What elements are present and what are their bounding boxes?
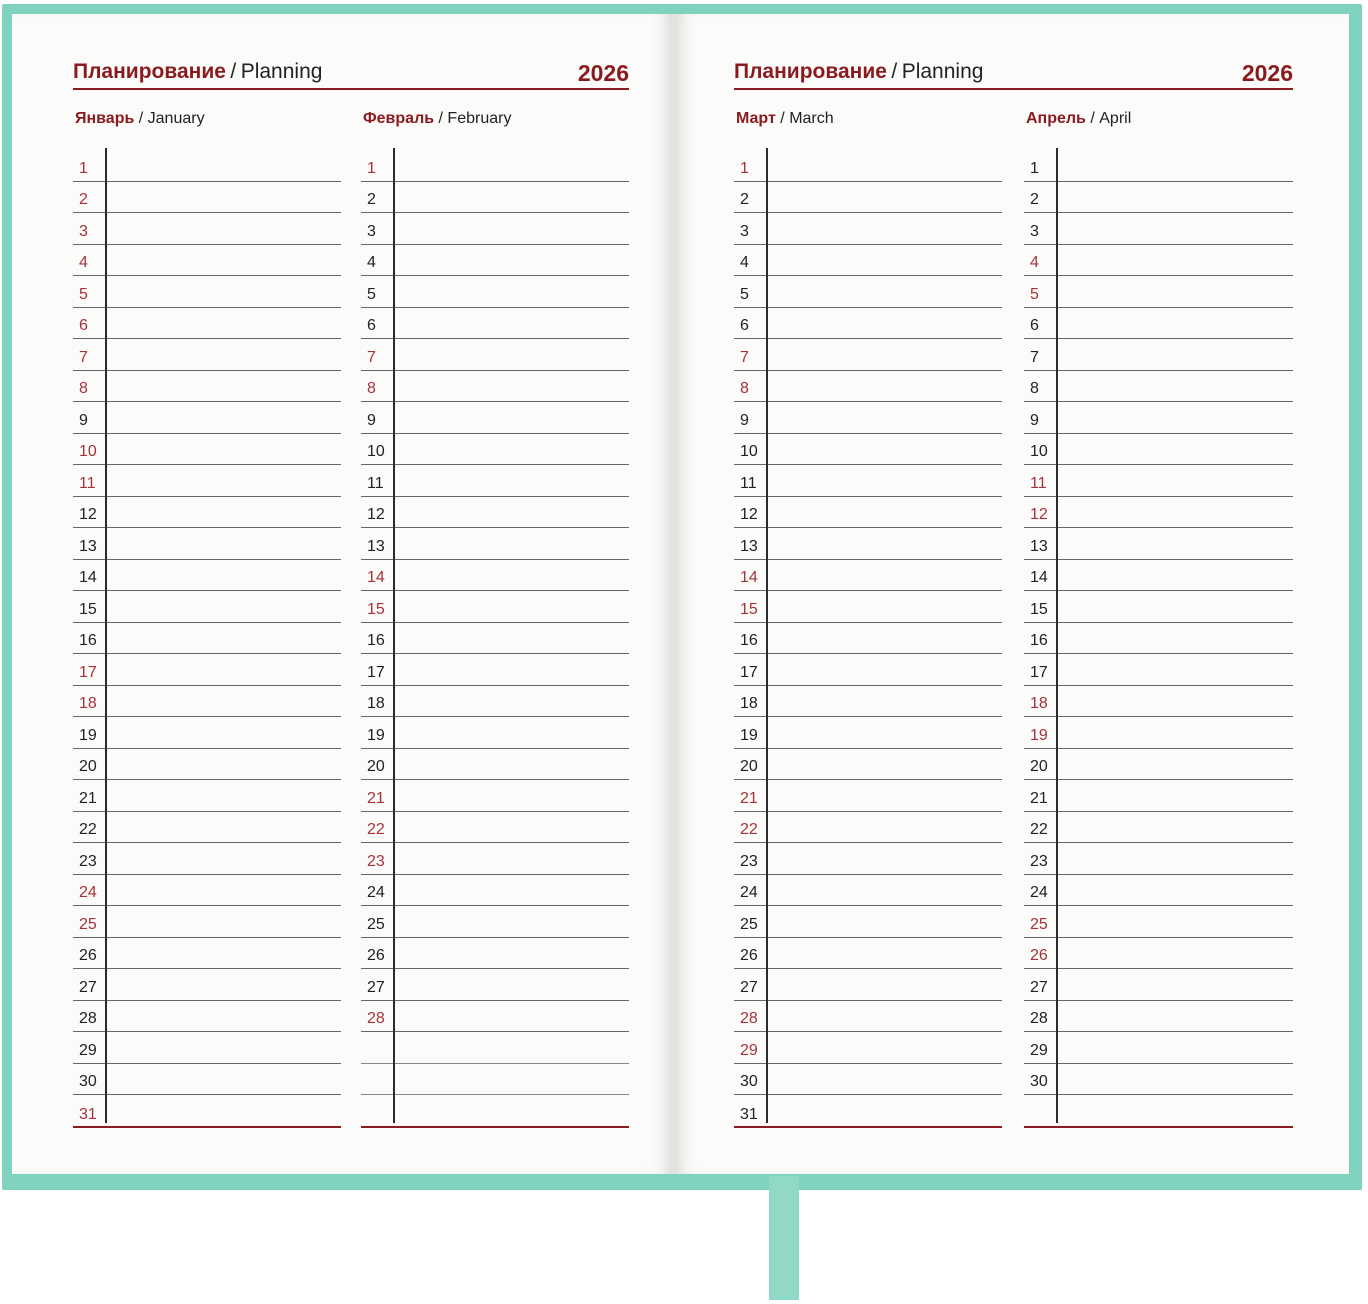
day-row bbox=[361, 150, 629, 182]
day-number: 15 bbox=[79, 600, 97, 618]
day-row bbox=[1024, 1095, 1293, 1127]
day-number: 14 bbox=[1030, 569, 1048, 586]
day-row bbox=[73, 969, 341, 1001]
day-number: 12 bbox=[1030, 506, 1048, 523]
date-divider bbox=[393, 148, 395, 1123]
day-row bbox=[1024, 434, 1293, 466]
day-row bbox=[1024, 213, 1293, 245]
day-number: 27 bbox=[367, 978, 385, 996]
day-row bbox=[73, 434, 341, 466]
day-row bbox=[734, 465, 1002, 497]
day-number: 21 bbox=[79, 789, 97, 807]
day-number: 9 bbox=[367, 411, 376, 429]
day-number: 5 bbox=[740, 285, 749, 303]
day-number: 13 bbox=[79, 537, 97, 555]
day-row bbox=[734, 213, 1002, 245]
header-title-en: Planning bbox=[240, 60, 323, 83]
day-row bbox=[734, 560, 1002, 592]
day-row bbox=[361, 969, 629, 1001]
day-row bbox=[361, 1032, 629, 1064]
day-number: 25 bbox=[79, 915, 97, 933]
day-number: 5 bbox=[79, 285, 88, 303]
day-row bbox=[73, 812, 341, 844]
day-number: 23 bbox=[1030, 852, 1048, 870]
header-separator: / bbox=[891, 60, 898, 83]
day-row bbox=[1024, 717, 1293, 749]
day-row bbox=[734, 623, 1002, 655]
day-row bbox=[734, 182, 1002, 214]
day-row bbox=[73, 560, 341, 592]
column-bottom-rule bbox=[73, 1126, 341, 1128]
day-number: 17 bbox=[1030, 663, 1048, 681]
day-number: 22 bbox=[1030, 821, 1048, 838]
day-row bbox=[1024, 780, 1293, 812]
day-number: 1 bbox=[1030, 159, 1039, 177]
day-row bbox=[73, 213, 341, 245]
day-number: 9 bbox=[740, 411, 749, 429]
day-row bbox=[1024, 182, 1293, 214]
day-number: 11 bbox=[740, 474, 757, 492]
day-number: 12 bbox=[740, 506, 758, 523]
day-number: 8 bbox=[79, 380, 88, 397]
day-number: 3 bbox=[1030, 222, 1039, 240]
day-number: 11 bbox=[1030, 474, 1047, 492]
date-divider bbox=[105, 148, 107, 1123]
day-number: 7 bbox=[367, 348, 376, 366]
day-row bbox=[1024, 497, 1293, 529]
day-row bbox=[73, 497, 341, 529]
day-row bbox=[361, 560, 629, 592]
day-number: 7 bbox=[740, 348, 749, 366]
header-rule bbox=[73, 88, 629, 90]
day-number: 10 bbox=[1030, 443, 1048, 460]
bookmark-ribbon bbox=[769, 1176, 799, 1300]
header-year: 2026 bbox=[577, 60, 629, 86]
day-row bbox=[734, 528, 1002, 560]
day-number: 18 bbox=[79, 695, 97, 712]
day-number: 7 bbox=[1030, 348, 1039, 366]
day-number: 9 bbox=[79, 411, 88, 429]
day-row bbox=[734, 339, 1002, 371]
day-row bbox=[361, 749, 629, 781]
day-row bbox=[361, 780, 629, 812]
day-number: 24 bbox=[79, 884, 97, 901]
day-number: 9 bbox=[1030, 411, 1039, 429]
day-row bbox=[734, 969, 1002, 1001]
day-number: 12 bbox=[79, 506, 97, 523]
day-row bbox=[1024, 528, 1293, 560]
day-number: 29 bbox=[1030, 1041, 1048, 1059]
day-number: 18 bbox=[740, 695, 758, 712]
day-number: 29 bbox=[79, 1041, 97, 1059]
header-title-en: Planning bbox=[901, 60, 984, 83]
day-row bbox=[734, 497, 1002, 529]
month-name-ru: Март bbox=[736, 110, 776, 127]
day-number: 4 bbox=[79, 254, 88, 271]
day-row bbox=[1024, 371, 1293, 403]
day-row bbox=[361, 276, 629, 308]
day-number: 10 bbox=[740, 443, 758, 460]
day-row bbox=[73, 182, 341, 214]
month-title: Март / March bbox=[736, 110, 834, 127]
day-number: 5 bbox=[367, 285, 376, 303]
day-row bbox=[361, 686, 629, 718]
day-row bbox=[734, 308, 1002, 340]
day-number: 23 bbox=[79, 852, 97, 870]
day-number: 30 bbox=[740, 1073, 758, 1090]
day-number: 20 bbox=[1030, 758, 1048, 775]
day-number: 6 bbox=[1030, 317, 1039, 334]
day-number: 8 bbox=[740, 380, 749, 397]
day-number: 19 bbox=[79, 726, 97, 744]
day-row bbox=[361, 308, 629, 340]
day-number: 13 bbox=[367, 537, 385, 555]
day-row bbox=[734, 812, 1002, 844]
day-row bbox=[361, 717, 629, 749]
date-divider bbox=[1056, 148, 1058, 1123]
day-number: 20 bbox=[79, 758, 97, 775]
day-number: 26 bbox=[79, 947, 97, 964]
day-row bbox=[1024, 276, 1293, 308]
day-row bbox=[361, 528, 629, 560]
day-row bbox=[361, 339, 629, 371]
day-row bbox=[361, 623, 629, 655]
day-row bbox=[1024, 812, 1293, 844]
day-row bbox=[361, 245, 629, 277]
day-row bbox=[1024, 623, 1293, 655]
day-number: 3 bbox=[740, 222, 749, 240]
day-row bbox=[361, 1095, 629, 1127]
column-bottom-rule bbox=[1024, 1126, 1293, 1128]
day-number: 28 bbox=[367, 1010, 385, 1027]
day-row bbox=[73, 654, 341, 686]
day-row bbox=[73, 749, 341, 781]
day-number: 4 bbox=[1030, 254, 1039, 271]
day-number: 5 bbox=[1030, 285, 1039, 303]
day-row bbox=[73, 591, 341, 623]
day-row bbox=[361, 906, 629, 938]
day-row bbox=[361, 875, 629, 907]
day-row bbox=[73, 938, 341, 970]
day-row bbox=[734, 938, 1002, 970]
day-row bbox=[73, 308, 341, 340]
day-number: 21 bbox=[1030, 789, 1048, 807]
right-page bbox=[676, 14, 1349, 1174]
day-row bbox=[73, 623, 341, 655]
day-number: 28 bbox=[740, 1010, 758, 1027]
day-number: 2 bbox=[367, 191, 376, 208]
day-row bbox=[734, 1001, 1002, 1033]
day-number: 17 bbox=[79, 663, 97, 681]
day-number: 15 bbox=[740, 600, 758, 618]
day-row bbox=[734, 1032, 1002, 1064]
day-number: 19 bbox=[367, 726, 385, 744]
day-number: 31 bbox=[79, 1105, 97, 1123]
day-row bbox=[1024, 245, 1293, 277]
day-row bbox=[734, 654, 1002, 686]
day-number: 8 bbox=[1030, 380, 1039, 397]
day-row bbox=[734, 245, 1002, 277]
day-number: 16 bbox=[740, 632, 758, 649]
header-title-ru: Планирование bbox=[734, 60, 887, 83]
day-row bbox=[1024, 938, 1293, 970]
day-number: 22 bbox=[79, 821, 97, 838]
day-number: 24 bbox=[367, 884, 385, 901]
day-number: 15 bbox=[1030, 600, 1048, 618]
day-row bbox=[734, 371, 1002, 403]
day-row bbox=[73, 843, 341, 875]
day-row bbox=[73, 402, 341, 434]
day-number: 13 bbox=[740, 537, 758, 555]
day-row bbox=[1024, 969, 1293, 1001]
day-row bbox=[734, 1095, 1002, 1127]
day-number: 20 bbox=[367, 758, 385, 775]
day-number: 3 bbox=[367, 222, 376, 240]
day-number: 2 bbox=[1030, 191, 1039, 208]
day-row bbox=[1024, 591, 1293, 623]
day-number: 23 bbox=[740, 852, 758, 870]
month-name-ru: Январь bbox=[75, 110, 135, 127]
day-row bbox=[361, 371, 629, 403]
day-row bbox=[1024, 150, 1293, 182]
day-row bbox=[1024, 654, 1293, 686]
header-rule bbox=[734, 88, 1293, 90]
day-number: 19 bbox=[1030, 726, 1048, 744]
day-number: 31 bbox=[740, 1105, 758, 1123]
day-number: 27 bbox=[740, 978, 758, 996]
month-name-en: February bbox=[447, 110, 512, 127]
day-number: 18 bbox=[367, 695, 385, 712]
day-row bbox=[73, 339, 341, 371]
day-number: 2 bbox=[740, 191, 749, 208]
column-bottom-rule bbox=[361, 1126, 629, 1128]
day-number: 25 bbox=[1030, 915, 1048, 933]
day-row bbox=[73, 1095, 341, 1127]
day-number: 1 bbox=[367, 159, 376, 177]
day-row bbox=[361, 812, 629, 844]
day-number: 4 bbox=[367, 254, 376, 271]
left-page bbox=[12, 14, 671, 1174]
day-number: 30 bbox=[79, 1073, 97, 1090]
day-row bbox=[361, 182, 629, 214]
day-row bbox=[734, 843, 1002, 875]
day-row bbox=[1024, 1064, 1293, 1096]
day-row bbox=[734, 875, 1002, 907]
day-number: 21 bbox=[367, 789, 385, 807]
day-number: 4 bbox=[740, 254, 749, 271]
day-row bbox=[734, 717, 1002, 749]
day-number: 13 bbox=[1030, 537, 1048, 555]
month-title: Январь / January bbox=[75, 110, 205, 127]
day-number: 26 bbox=[740, 947, 758, 964]
day-number: 12 bbox=[367, 506, 385, 523]
day-number: 3 bbox=[79, 222, 88, 240]
date-divider bbox=[766, 148, 768, 1123]
day-row bbox=[361, 434, 629, 466]
day-row bbox=[1024, 906, 1293, 938]
month-title: Апрель / April bbox=[1026, 110, 1132, 127]
header-separator: / bbox=[230, 60, 237, 83]
day-row bbox=[73, 686, 341, 718]
day-number: 24 bbox=[1030, 884, 1048, 901]
day-number: 18 bbox=[1030, 695, 1048, 712]
day-number: 2 bbox=[79, 191, 88, 208]
day-number: 6 bbox=[79, 317, 88, 334]
day-number: 22 bbox=[367, 821, 385, 838]
day-row bbox=[361, 938, 629, 970]
day-row bbox=[1024, 1032, 1293, 1064]
day-number: 26 bbox=[1030, 947, 1048, 964]
day-number: 27 bbox=[1030, 978, 1048, 996]
day-number: 8 bbox=[367, 380, 376, 397]
day-row bbox=[361, 591, 629, 623]
day-number: 6 bbox=[740, 317, 749, 334]
month-name-en: April bbox=[1099, 110, 1132, 127]
month-name-en: March bbox=[789, 110, 834, 127]
day-number: 17 bbox=[367, 663, 385, 681]
day-row bbox=[361, 213, 629, 245]
day-number: 10 bbox=[79, 443, 97, 460]
day-row bbox=[734, 591, 1002, 623]
day-row bbox=[361, 1064, 629, 1096]
day-number: 16 bbox=[367, 632, 385, 649]
header-title-ru: Планирование bbox=[73, 60, 226, 83]
day-number: 28 bbox=[1030, 1010, 1048, 1027]
day-row bbox=[73, 717, 341, 749]
day-row bbox=[73, 1032, 341, 1064]
day-number: 6 bbox=[367, 317, 376, 334]
day-row bbox=[361, 402, 629, 434]
day-row bbox=[734, 906, 1002, 938]
day-number: 25 bbox=[740, 915, 758, 933]
day-row bbox=[361, 654, 629, 686]
day-number: 24 bbox=[740, 884, 758, 901]
day-row bbox=[1024, 339, 1293, 371]
day-row bbox=[1024, 465, 1293, 497]
day-number: 10 bbox=[367, 443, 385, 460]
day-row bbox=[73, 528, 341, 560]
day-row bbox=[1024, 1001, 1293, 1033]
day-row bbox=[73, 150, 341, 182]
day-row bbox=[1024, 843, 1293, 875]
day-row bbox=[1024, 402, 1293, 434]
day-number: 28 bbox=[79, 1010, 97, 1027]
day-number: 27 bbox=[79, 978, 97, 996]
day-number: 1 bbox=[79, 159, 88, 177]
header-year: 2026 bbox=[1241, 60, 1293, 86]
day-row bbox=[734, 749, 1002, 781]
day-row bbox=[73, 1001, 341, 1033]
day-number: 11 bbox=[79, 474, 96, 492]
day-number: 14 bbox=[740, 569, 758, 586]
day-row bbox=[361, 465, 629, 497]
day-number: 23 bbox=[367, 852, 385, 870]
day-number: 30 bbox=[1030, 1073, 1048, 1090]
day-number: 1 bbox=[740, 159, 749, 177]
day-row bbox=[361, 497, 629, 529]
day-row bbox=[734, 150, 1002, 182]
day-row bbox=[1024, 686, 1293, 718]
day-row bbox=[73, 371, 341, 403]
day-row bbox=[73, 276, 341, 308]
day-number: 15 bbox=[367, 600, 385, 618]
day-row bbox=[73, 875, 341, 907]
day-row bbox=[73, 1064, 341, 1096]
day-row bbox=[734, 276, 1002, 308]
day-row bbox=[1024, 875, 1293, 907]
day-row bbox=[73, 245, 341, 277]
month-name-ru: Февраль bbox=[363, 110, 435, 127]
day-row bbox=[734, 686, 1002, 718]
day-number: 16 bbox=[1030, 632, 1048, 649]
day-row bbox=[73, 780, 341, 812]
day-row bbox=[734, 1064, 1002, 1096]
day-row bbox=[361, 1001, 629, 1033]
day-row bbox=[734, 434, 1002, 466]
day-row bbox=[1024, 308, 1293, 340]
column-bottom-rule bbox=[734, 1126, 1002, 1128]
day-number: 21 bbox=[740, 789, 758, 807]
month-name-en: January bbox=[147, 110, 205, 127]
month-title: Февраль / February bbox=[363, 110, 512, 127]
day-number: 19 bbox=[740, 726, 758, 744]
day-row bbox=[361, 843, 629, 875]
day-row bbox=[1024, 749, 1293, 781]
day-number: 20 bbox=[740, 758, 758, 775]
day-row bbox=[734, 780, 1002, 812]
day-number: 17 bbox=[740, 663, 758, 681]
day-row bbox=[73, 465, 341, 497]
day-row bbox=[73, 906, 341, 938]
day-number: 26 bbox=[367, 947, 385, 964]
month-name-ru: Апрель bbox=[1026, 110, 1086, 127]
day-number: 29 bbox=[740, 1041, 758, 1059]
day-number: 16 bbox=[79, 632, 97, 649]
day-number: 14 bbox=[367, 569, 385, 586]
day-row bbox=[734, 402, 1002, 434]
day-number: 14 bbox=[79, 569, 97, 586]
day-number: 7 bbox=[79, 348, 88, 366]
day-row bbox=[1024, 560, 1293, 592]
day-number: 25 bbox=[367, 915, 385, 933]
day-number: 11 bbox=[367, 474, 384, 492]
day-number: 22 bbox=[740, 821, 758, 838]
